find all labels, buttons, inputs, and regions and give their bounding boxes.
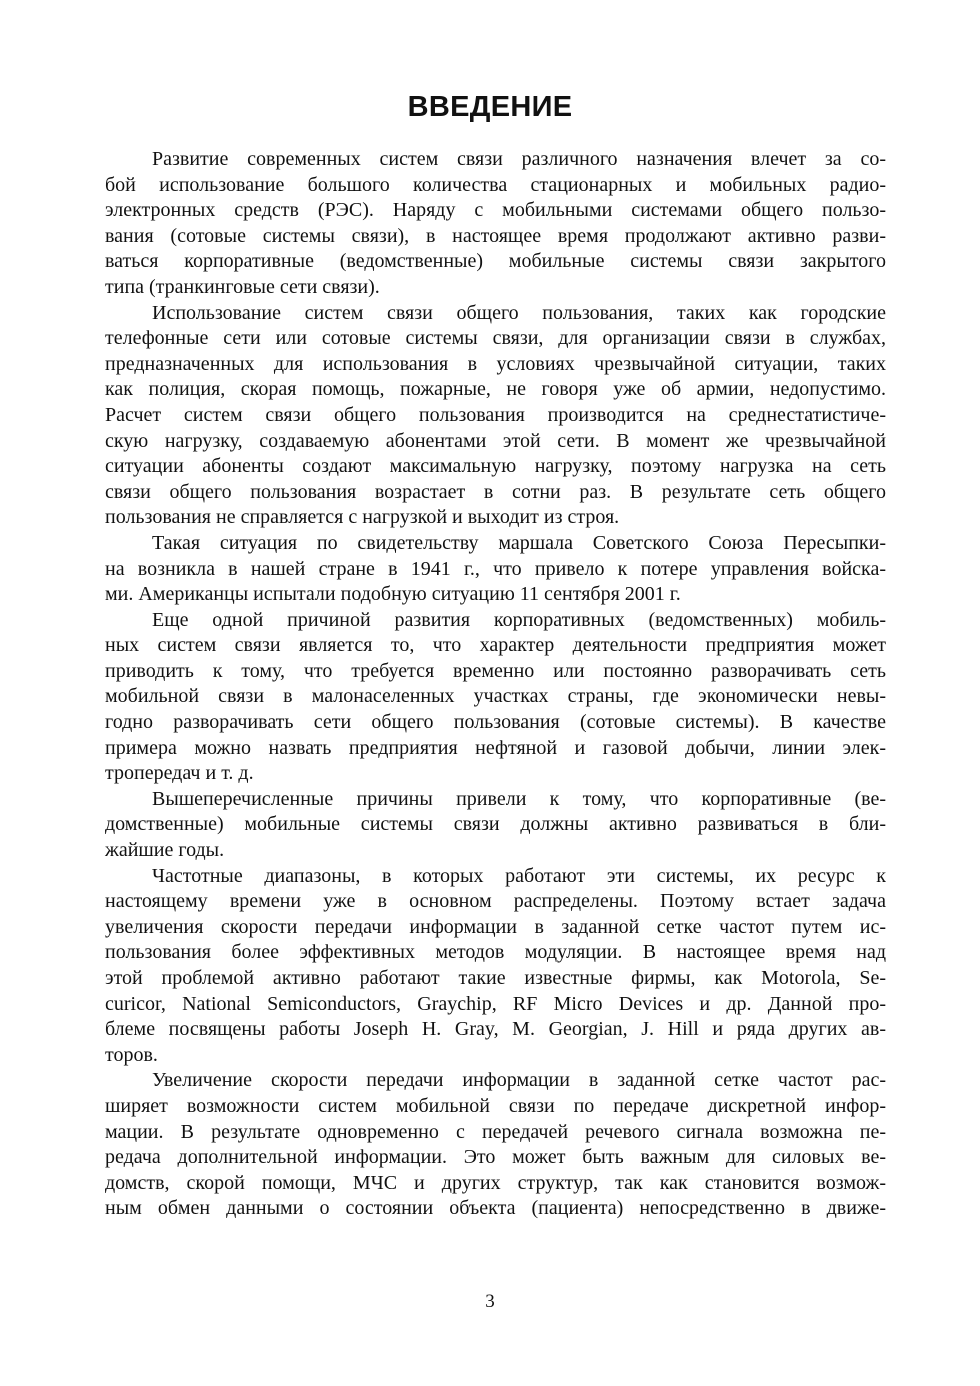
text-line: Расчет систем связи общего пользования производится на среднестатистиче-	[105, 403, 886, 426]
text-line: Развитие современных систем связи различного назначения влечет за со-	[152, 148, 886, 170]
text-line: настоящему времени уже в основном распределены. Поэтому встает задача	[105, 890, 886, 913]
text-line: тропередач и т. д.	[105, 762, 254, 785]
text-line: примера можно назвать предприятия нефтяной и газовой добычи, линии элек-	[105, 736, 886, 759]
text-line: редача дополнительной информации. Это может быть важным для силовых ве-	[105, 1146, 886, 1169]
text-line: блеме посвящены работы Joseph H. Gray, M. Georgian, J. Hill и ряда других ав-	[105, 1018, 886, 1041]
paragraph	[105, 1068, 886, 1222]
text-line: домств, скорой помощи, МЧС и других структур, так как становится возмож-	[105, 1171, 886, 1194]
text-line: типа (транкинговые сети связи).	[105, 275, 380, 298]
paragraph	[105, 787, 886, 864]
text-line: торов.	[105, 1043, 158, 1066]
text-line: Вышеперечисленные причины привели к тому, что корпоративные (ве-	[152, 787, 886, 810]
paragraph	[105, 864, 886, 1069]
text-line: связи общего пользования возрастает в сотни раз. В результате сеть общего	[105, 480, 886, 503]
text-line: Такая ситуация по свидетельству маршала Советского Союза Пересыпки-	[152, 531, 886, 554]
text-line: Частотные диапазоны, в которых работают эти системы, их ресурс к	[152, 864, 886, 887]
text-line: ширяет возможности систем мобильной связи по передаче дискретной инфор-	[105, 1094, 886, 1117]
text-line: ных систем связи является то, что характер деятельности предприятия может	[105, 634, 886, 657]
page-title: ВВЕДЕНИЕ	[407, 91, 573, 123]
text-line: как полиция, скорая помощь, пожарные, не говоря уже об армии, недопустимо.	[105, 378, 886, 401]
text-line: curicor, National Semiconductors, Graychip, RF Micro Devices и др. Данной про-	[105, 992, 886, 1015]
text-line: приводить к тому, что требуется временно или постоянно разворачивать сеть	[105, 659, 886, 682]
text-line: годно разворачивать сети общего пользования (сотовые системы). В качестве	[105, 711, 886, 734]
text-line: скую нагрузку, создаваемую абонентами этой сети. В момент же чрезвычайной	[105, 429, 886, 452]
text-line: ваться корпоративные (ведомственные) мобильные системы связи закрытого	[105, 250, 886, 273]
text-line: вания (сотовые системы связи), в настоящее время продолжают активно разви-	[105, 224, 886, 247]
text-line: пользования более эффективных методов модуляции. В настоящее время над	[105, 941, 886, 964]
text-line: Еще одной причиной развития корпоративных (ведомственных) мобиль-	[152, 608, 886, 631]
text-line: пользования не справляется с нагрузкой и выходит из строя.	[105, 506, 620, 529]
text-line: ситуации абоненты создают максимальную нагрузку, поэтому нагрузка на сеть	[105, 455, 886, 478]
paragraph	[105, 301, 886, 531]
text-line: ми. Американцы испытали подобную ситуацию 11 сентября 2001 г.	[105, 583, 681, 606]
text-line: ным обмен данными о состоянии объекта (пациента) непосредственно в движе-	[105, 1197, 886, 1220]
paragraph	[105, 608, 886, 787]
text-line: бой использование большого количества стационарных и мобильных радио-	[105, 173, 886, 196]
text-line: домственные) мобильные системы связи должны активно развиваться в бли-	[105, 813, 886, 836]
paragraph	[105, 531, 886, 608]
text-line: на возникла в нашей стране в 1941 г., что привело к потере управления войска-	[105, 557, 886, 580]
text-line: телефонные сети или сотовые системы связи, для организации связи в службах,	[105, 327, 886, 350]
body-text	[105, 147, 886, 1222]
text-line: Использование систем связи общего пользования, таких как городские	[152, 301, 886, 324]
text-line: увеличения скорости передачи информации в заданной сетке частот путем ис-	[105, 915, 886, 938]
text-line: этой проблемой активно работают такие известные фирмы, как Motorola, Se-	[105, 967, 886, 989]
text-line: мобильной связи в малонаселенных участках страны, где экономически невы-	[105, 685, 886, 708]
text-line: электронных средств (РЭС). Наряду с мобильными системами общего пользо-	[105, 199, 886, 222]
text-line: мации. В результате одновременно с передачей речевого сигнала возможна пе-	[105, 1120, 886, 1143]
text-line: жайшие годы.	[105, 839, 225, 862]
page-number: 3	[485, 1291, 495, 1312]
text-line: предназначенных для использования в условиях чрезвычайной ситуации, таких	[105, 352, 886, 375]
paragraph	[105, 147, 886, 301]
text-line: Увеличение скорости передачи информации в заданной сетке частот рас-	[152, 1069, 886, 1092]
